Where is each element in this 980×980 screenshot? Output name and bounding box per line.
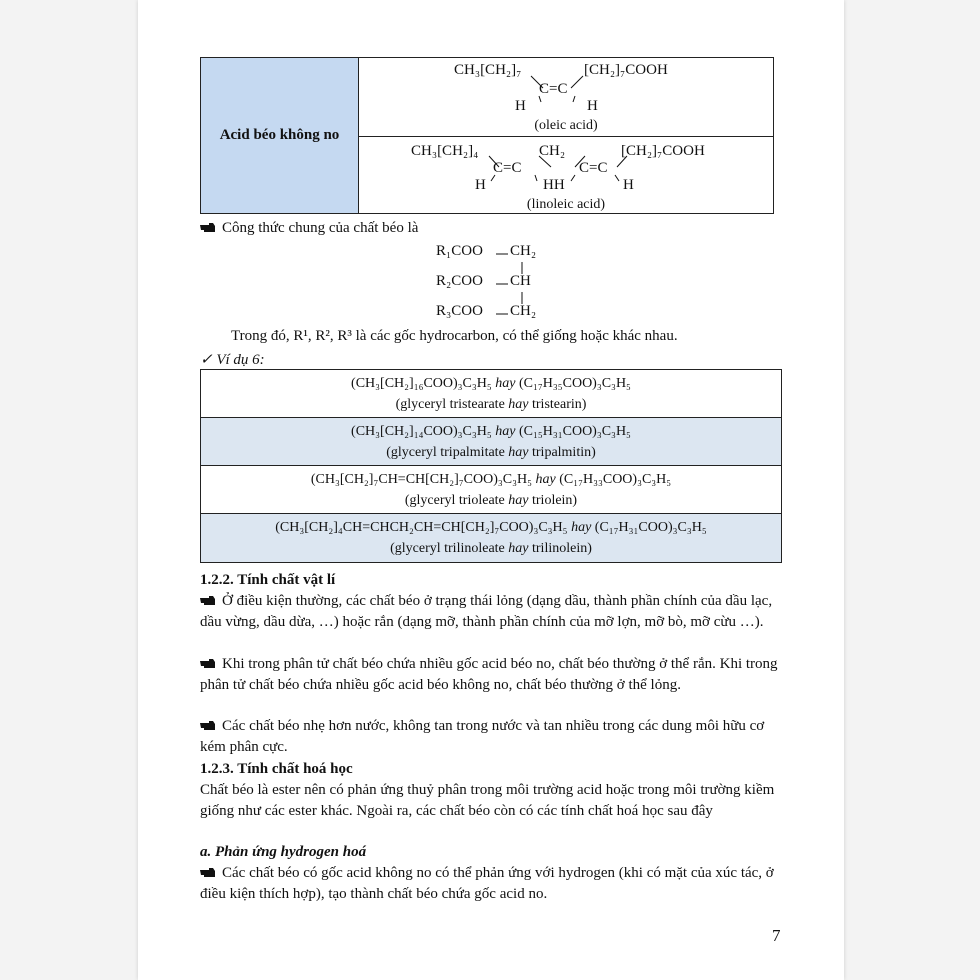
linoleic-mid-ch2: CH₂ xyxy=(539,143,566,159)
formula-row-1-right: CH₂ xyxy=(510,243,537,259)
formula-row-2-left: R₂COO xyxy=(436,273,483,289)
linoleic-left-chain: CH₃[CH₂]₄ xyxy=(411,143,479,159)
formula-row-3-right: CH₂ xyxy=(510,303,537,319)
table-row: (CH₃[CH₂]₄CH=CHCH₂CH=CH[CH₂]₇COO)₃C₃H₅ hay (C₁₇H₃₁COO)₃C₃H₅ (glyceryl trilinoleate hay trilinolein) xyxy=(201,514,781,562)
physical-bullet-3: Các chất béo nhẹ hơn nước, không tan trong nước và tan nhiều trong các dung môi hữu cơ kém phân cực. xyxy=(200,718,765,755)
pointing-hand-icon xyxy=(200,658,216,669)
linoleic-double-bond-1: C=C xyxy=(493,160,522,176)
linoleic-h-mid: HH xyxy=(543,177,565,193)
general-formula-structure xyxy=(436,241,566,327)
oleic-right-chain: [CH₂]₇COOH xyxy=(584,62,668,78)
table-row: (CH₃[CH₂]₁₄COO)₃C₃H₅ hay (C₁₅H₃₁COO)₃C₃H₅ (glyceryl tripalmitate hay tripalmitin) xyxy=(201,418,781,466)
physical-bullet-1: Ở điều kiện thường, các chất béo ở trạng thái lỏng (dạng dầu, thành phần chính của dầu lạc, dầu vừng, dầu dừa, …) hoặc rắn (dạng mỡ, thành phần chính của mỡ lợn, mỡ bò, mỡ cừu …). xyxy=(200,593,773,630)
linoleic-acid-cell xyxy=(359,137,773,213)
section-heading-chemical: 1.2.3. Tính chất hoá học xyxy=(200,761,353,777)
oleic-h-left: H xyxy=(515,98,526,114)
document-page xyxy=(138,0,844,980)
linoleic-h-1: H xyxy=(475,177,486,193)
oleic-h-right: H xyxy=(587,98,598,114)
section-heading-physical: 1.2.2. Tính chất vật lí xyxy=(200,572,336,588)
pointing-hand-icon xyxy=(200,867,216,878)
formula-row-1-left: R₁COO xyxy=(436,243,483,259)
linoleic-h-4: H xyxy=(623,177,634,193)
oleic-caption: (oleic acid) xyxy=(534,118,598,133)
formula-bonds xyxy=(436,241,566,327)
oleic-double-bond: C=C xyxy=(539,81,568,97)
example-table xyxy=(200,369,782,563)
linoleic-caption: (linoleic acid) xyxy=(526,197,606,212)
table-row: (CH₃[CH₂]₇CH=CH[CH₂]₇COO)₃C₃H₅ hay (C₁₇H₃₃COO)₃C₃H₅ (glyceryl trioleate hay triolein) xyxy=(201,466,781,514)
chemical-paragraph: Chất béo là ester nên có phản ứng thuỷ phân trong môi trường acid hoặc trong môi trường kiềm giống như các ester khác. Ngoài ra, các chất béo còn có các tính chất hoá học sau đây xyxy=(200,782,775,819)
linoleic-right-chain: [CH₂]₇COOH xyxy=(621,143,705,159)
pointing-hand-icon xyxy=(200,222,216,233)
formula-row-3-left: R₃COO xyxy=(436,303,483,319)
pointing-hand-icon xyxy=(200,720,216,731)
oleic-acid-cell xyxy=(359,58,773,137)
table-row: (CH₃[CH₂]₁₆COO)₃C₃H₅ hay (C₁₇H₃₅COO)₃C₃H₅ (glyceryl tristearate hay tristearin) xyxy=(201,370,781,418)
fatty-acid-table xyxy=(200,57,774,214)
oleic-left-chain: CH₃[CH₂]₇ xyxy=(454,62,522,78)
linoleic-double-bond-2: C=C xyxy=(579,160,608,176)
hydrogenation-bullet: Các chất béo có gốc acid không no có thể phản ứng với hydrogen (khi có mặt của xúc tác, ở điều kiện thích hợp), tạo thành chất béo chứa gốc acid no. xyxy=(200,865,774,902)
page-number: 7 xyxy=(772,926,781,945)
hydrogenation-heading: a. Phản ứng hydrogen hoá xyxy=(200,844,367,860)
formula-row-2-right: CH xyxy=(510,273,531,289)
pointing-hand-icon xyxy=(200,595,216,606)
physical-bullet-2: Khi trong phân tử chất béo chứa nhiều gốc acid béo no, chất béo thường ở thể rắn. Khi trong phân tử chất béo chứa nhiều gốc acid béo không no, chất béo thường ở thể lỏng. xyxy=(200,656,778,693)
formula-note: Trong đó, R¹, R², R³ là các gốc hydrocarbon, có thể giống hoặc khác nhau. xyxy=(231,328,678,344)
general-formula-intro: Công thức chung của chất béo là xyxy=(200,218,418,238)
table-label: Acid béo không no xyxy=(201,58,359,213)
example-label: ✓ Ví dụ 6: xyxy=(200,352,265,368)
